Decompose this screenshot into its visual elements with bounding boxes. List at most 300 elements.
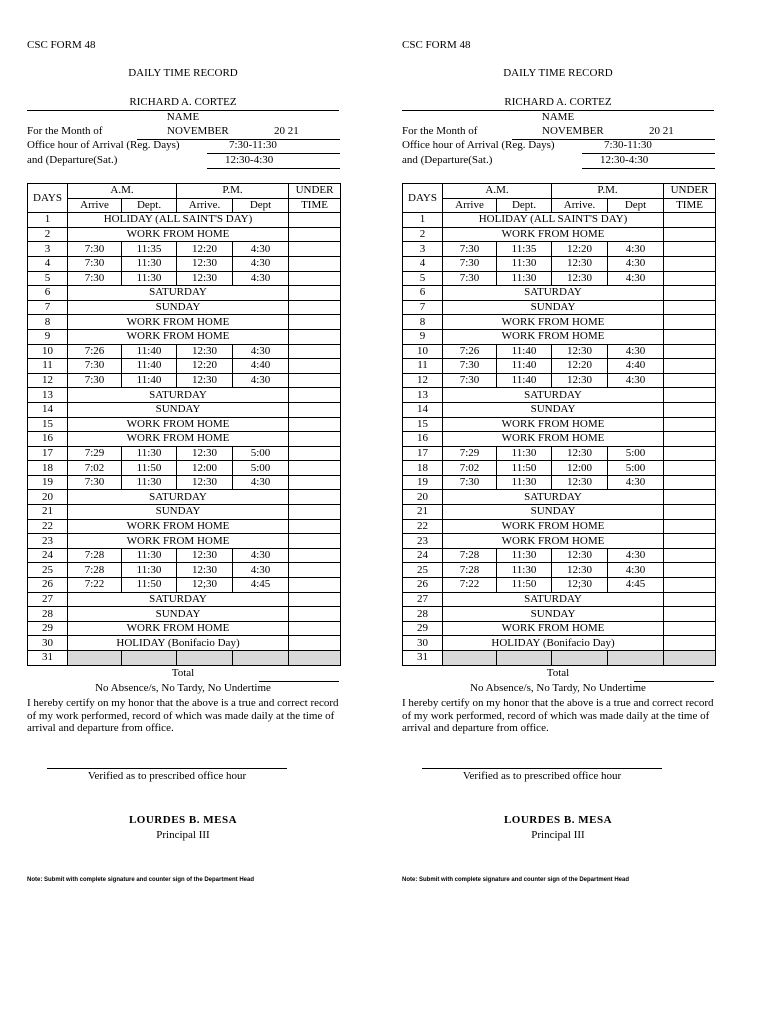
day-number: 8	[403, 315, 443, 330]
am-dept-time: 11:30	[122, 256, 177, 271]
pm-dept-time: 4:40	[608, 359, 664, 374]
table-row	[28, 461, 341, 476]
undertime-cell	[664, 490, 716, 505]
undertime-cell	[664, 242, 716, 257]
table-body	[28, 213, 341, 665]
day-number: 13	[403, 388, 443, 403]
day-remark: HOLIDAY (Bonifacio Day)	[443, 636, 664, 651]
arrival-label: Office hour of Arrival (Reg. Days)	[27, 139, 180, 151]
blank-cell	[177, 651, 233, 666]
undertime-cell	[289, 373, 341, 388]
undertime-cell	[664, 417, 716, 432]
day-remark: SUNDAY	[443, 300, 664, 315]
day-number: 3	[403, 242, 443, 257]
day-number: 10	[403, 344, 443, 359]
am-dept-time: 11:30	[497, 475, 552, 490]
certification-text: I hereby certify on my honor that the above is a true and correct record of my work performed, record of which was made daily at the time of arrival and departure from office.	[27, 697, 339, 734]
day-remark: SUNDAY	[443, 402, 664, 417]
undertime-cell	[289, 621, 341, 636]
day-number: 14	[403, 402, 443, 417]
pm-arrive-time: 12:30	[177, 475, 233, 490]
day-number: 12	[403, 373, 443, 388]
day-number: 5	[403, 271, 443, 286]
verifier-signature-line	[47, 768, 287, 769]
arrival-label: Office hour of Arrival (Reg. Days)	[402, 139, 555, 151]
table-row	[403, 344, 716, 359]
pm-arrive-time: 12:30	[177, 548, 233, 563]
day-number: 2	[28, 227, 68, 242]
undertime-cell	[664, 563, 716, 578]
table-row	[28, 417, 341, 432]
undertime-cell	[289, 286, 341, 301]
am-arrive-time: 7:26	[443, 344, 497, 359]
undertime-cell	[289, 402, 341, 417]
header-days: DAYS	[403, 184, 443, 213]
table-row	[28, 621, 341, 636]
undertime-cell	[289, 417, 341, 432]
arrival-hours: 7:30-11:30	[229, 139, 277, 151]
am-dept-time: 11:35	[497, 242, 552, 257]
table-row	[403, 519, 716, 534]
day-remark: WORK FROM HOME	[443, 417, 664, 432]
signatory-position: Principal III	[156, 829, 210, 841]
month-label: For the Month of	[402, 125, 478, 137]
day-remark: HOLIDAY (ALL SAINT'S DAY)	[443, 213, 664, 228]
day-number: 11	[403, 359, 443, 374]
time-record-table	[27, 183, 341, 666]
header-am: A.M.	[68, 184, 177, 199]
am-arrive-time: 7:28	[443, 563, 497, 578]
pm-arrive-time: 12:20	[552, 242, 608, 257]
undertime-cell	[289, 578, 341, 593]
am-dept-time: 11:30	[497, 256, 552, 271]
day-number: 26	[403, 578, 443, 593]
pm-arrive-time: 12:00	[177, 461, 233, 476]
undertime-cell	[289, 300, 341, 315]
am-dept-time: 11:40	[497, 344, 552, 359]
undertime-cell	[289, 534, 341, 549]
pm-arrive-time: 12:30	[552, 256, 608, 271]
name-label: NAME	[541, 111, 575, 123]
pm-arrive-time: 12:30	[177, 563, 233, 578]
day-number: 3	[28, 242, 68, 257]
pm-arrive-time: 12;30	[177, 578, 233, 593]
pm-arrive-time: 12:30	[177, 446, 233, 461]
header-pm-dept: Dept	[608, 198, 664, 213]
undertime-cell	[289, 592, 341, 607]
am-arrive-time: 7:28	[68, 548, 122, 563]
undertime-cell	[664, 373, 716, 388]
table-row	[28, 402, 341, 417]
table-row	[28, 388, 341, 403]
am-dept-time: 11:30	[497, 271, 552, 286]
day-remark: SATURDAY	[68, 388, 289, 403]
day-number: 24	[403, 548, 443, 563]
day-number: 16	[28, 432, 68, 447]
undertime-cell	[664, 402, 716, 417]
day-number: 13	[28, 388, 68, 403]
am-arrive-time: 7:30	[443, 242, 497, 257]
table-row	[403, 505, 716, 520]
pm-dept-time: 4:30	[233, 242, 289, 257]
header-am-arrive: Arrive	[68, 198, 122, 213]
am-arrive-time: 7:22	[68, 578, 122, 593]
day-remark: SUNDAY	[68, 607, 289, 622]
header-am-arrive: Arrive	[443, 198, 497, 213]
undertime-cell	[289, 359, 341, 374]
blank-cell	[68, 651, 122, 666]
pm-dept-time: 4:45	[233, 578, 289, 593]
undertime-cell	[664, 432, 716, 447]
day-remark: WORK FROM HOME	[68, 432, 289, 447]
table-row	[403, 271, 716, 286]
am-dept-time: 11:40	[497, 359, 552, 374]
day-remark: SATURDAY	[443, 592, 664, 607]
undertime-cell	[289, 213, 341, 228]
day-remark: SATURDAY	[443, 286, 664, 301]
table-row	[28, 242, 341, 257]
day-number: 19	[403, 475, 443, 490]
day-number: 5	[28, 271, 68, 286]
undertime-cell	[289, 227, 341, 242]
pm-dept-time: 5:00	[233, 446, 289, 461]
header-pm-arrive: Arrive.	[552, 198, 608, 213]
day-number: 31	[28, 651, 68, 666]
am-arrive-time: 7:30	[68, 373, 122, 388]
day-number: 25	[403, 563, 443, 578]
undertime-cell	[664, 344, 716, 359]
table-row	[403, 329, 716, 344]
day-number: 29	[403, 621, 443, 636]
undertime-cell	[664, 271, 716, 286]
header-am-dept: Dept.	[122, 198, 177, 213]
pm-dept-time: 4:30	[608, 344, 664, 359]
header-am-dept: Dept.	[497, 198, 552, 213]
day-number: 21	[403, 505, 443, 520]
table-row	[28, 271, 341, 286]
pm-arrive-time: 12:30	[552, 548, 608, 563]
undertime-cell	[289, 475, 341, 490]
undertime-cell	[289, 329, 341, 344]
table-row	[28, 300, 341, 315]
am-arrive-time: 7:22	[443, 578, 497, 593]
pm-arrive-time: 12:30	[552, 446, 608, 461]
header-pm: P.M.	[177, 184, 289, 199]
day-number: 27	[28, 592, 68, 607]
header-am: A.M.	[443, 184, 552, 199]
am-dept-time: 11:30	[497, 563, 552, 578]
table-row	[403, 563, 716, 578]
undertime-cell	[664, 548, 716, 563]
day-number: 28	[403, 607, 443, 622]
day-remark: WORK FROM HOME	[443, 534, 664, 549]
table-row	[403, 607, 716, 622]
table-body	[403, 213, 716, 665]
day-number: 11	[28, 359, 68, 374]
pm-arrive-time: 12:20	[552, 359, 608, 374]
day-number: 25	[28, 563, 68, 578]
pm-arrive-time: 12:30	[552, 344, 608, 359]
day-remark: SUNDAY	[68, 402, 289, 417]
day-number: 17	[403, 446, 443, 461]
day-number: 20	[28, 490, 68, 505]
table-row	[403, 621, 716, 636]
day-number: 18	[28, 461, 68, 476]
day-number: 23	[403, 534, 443, 549]
day-number: 7	[403, 300, 443, 315]
am-dept-time: 11:50	[497, 578, 552, 593]
blank-cell	[664, 651, 716, 666]
pm-dept-time: 4:40	[233, 359, 289, 374]
pm-dept-time: 5:00	[233, 461, 289, 476]
blank-cell	[289, 651, 341, 666]
day-remark: SUNDAY	[68, 505, 289, 520]
submission-note: Note: Submit with complete signature and counter sign of the Department Head	[27, 877, 255, 883]
am-dept-time: 11:30	[122, 475, 177, 490]
pm-dept-time: 4:30	[608, 548, 664, 563]
pm-dept-time: 4:30	[608, 271, 664, 286]
month-value: NOVEMBER	[167, 125, 229, 137]
day-number: 20	[403, 490, 443, 505]
day-number: 7	[28, 300, 68, 315]
pm-dept-time: 4:30	[233, 271, 289, 286]
month-label: For the Month of	[27, 125, 103, 137]
undertime-cell	[289, 563, 341, 578]
undertime-cell	[289, 315, 341, 330]
table-row	[403, 417, 716, 432]
header-under: UNDER	[289, 184, 341, 199]
name-label: NAME	[166, 111, 200, 123]
day-number: 16	[403, 432, 443, 447]
am-dept-time: 11:50	[122, 461, 177, 476]
pm-arrive-time: 12:30	[177, 344, 233, 359]
header-time: TIME	[289, 198, 341, 213]
table-row	[403, 651, 716, 666]
am-arrive-time: 7:30	[443, 271, 497, 286]
dtr-form-right	[402, 0, 722, 1024]
departure-hours: 12:30-4:30	[225, 154, 274, 166]
table-row	[28, 256, 341, 271]
year-value: 20 21	[274, 125, 299, 137]
am-arrive-time: 7:02	[443, 461, 497, 476]
departure-underline	[582, 168, 715, 169]
undertime-cell	[289, 446, 341, 461]
departure-underline	[207, 168, 340, 169]
total-label: Total	[546, 667, 570, 679]
table-row	[403, 402, 716, 417]
pm-dept-time: 4:45	[608, 578, 664, 593]
pm-dept-time: 4:30	[608, 373, 664, 388]
undertime-cell	[289, 519, 341, 534]
table-row	[28, 505, 341, 520]
day-number: 30	[28, 636, 68, 651]
am-dept-time: 11:40	[497, 373, 552, 388]
day-number: 29	[28, 621, 68, 636]
table-row	[28, 359, 341, 374]
table-row	[403, 227, 716, 242]
undertime-cell	[664, 621, 716, 636]
day-remark: WORK FROM HOME	[68, 315, 289, 330]
day-remark: WORK FROM HOME	[68, 534, 289, 549]
blank-cell	[443, 651, 497, 666]
day-number: 10	[28, 344, 68, 359]
table-row	[403, 242, 716, 257]
signatory-name: LOURDES B. MESA	[128, 814, 238, 826]
day-number: 17	[28, 446, 68, 461]
undertime-cell	[664, 461, 716, 476]
pm-dept-time: 4:30	[233, 344, 289, 359]
departure-label: and (Departure(Sat.)	[402, 154, 493, 166]
table-row	[403, 213, 716, 228]
verified-label: Verified as to prescribed office hour	[462, 770, 622, 782]
undertime-cell	[664, 592, 716, 607]
month-value: NOVEMBER	[542, 125, 604, 137]
verifier-signature-line	[422, 768, 662, 769]
am-dept-time: 11:30	[122, 271, 177, 286]
day-number: 23	[28, 534, 68, 549]
verified-label: Verified as to prescribed office hour	[87, 770, 247, 782]
table-row	[403, 636, 716, 651]
blank-cell	[552, 651, 608, 666]
am-dept-time: 11:30	[122, 563, 177, 578]
day-number: 15	[28, 417, 68, 432]
pm-arrive-time: 12:30	[177, 256, 233, 271]
day-remark: SATURDAY	[68, 490, 289, 505]
day-remark: HOLIDAY (ALL SAINT'S DAY)	[68, 213, 289, 228]
day-remark: WORK FROM HOME	[68, 227, 289, 242]
pm-dept-time: 4:30	[608, 256, 664, 271]
undertime-cell	[664, 578, 716, 593]
day-remark: SUNDAY	[443, 505, 664, 520]
table-row	[28, 286, 341, 301]
day-number: 15	[403, 417, 443, 432]
pm-dept-time: 4:30	[233, 475, 289, 490]
am-arrive-time: 7:26	[68, 344, 122, 359]
am-dept-time: 11:40	[122, 359, 177, 374]
table-row	[403, 432, 716, 447]
table-row	[403, 315, 716, 330]
undertime-cell	[664, 534, 716, 549]
table-row	[403, 548, 716, 563]
undertime-cell	[664, 286, 716, 301]
table-row	[403, 373, 716, 388]
am-arrive-time: 7:30	[68, 256, 122, 271]
day-remark: SATURDAY	[68, 286, 289, 301]
day-number: 21	[28, 505, 68, 520]
day-number: 9	[403, 329, 443, 344]
day-number: 14	[28, 402, 68, 417]
table-row	[403, 359, 716, 374]
am-arrive-time: 7:28	[443, 548, 497, 563]
pm-arrive-time: 12;30	[552, 578, 608, 593]
table-row	[403, 475, 716, 490]
table-row	[403, 300, 716, 315]
day-number: 28	[28, 607, 68, 622]
header-pm: P.M.	[552, 184, 664, 199]
table-row	[28, 636, 341, 651]
day-remark: WORK FROM HOME	[68, 519, 289, 534]
pm-arrive-time: 12:20	[177, 242, 233, 257]
employee-name: RICHARD A. CORTEZ	[129, 96, 237, 108]
day-number: 22	[403, 519, 443, 534]
pm-dept-time: 5:00	[608, 461, 664, 476]
day-number: 9	[28, 329, 68, 344]
day-remark: WORK FROM HOME	[443, 329, 664, 344]
day-number: 18	[403, 461, 443, 476]
am-arrive-time: 7:30	[68, 359, 122, 374]
undertime-cell	[664, 300, 716, 315]
am-dept-time: 11:40	[122, 344, 177, 359]
form-title: DAILY TIME RECORD	[503, 67, 613, 79]
undertime-cell	[289, 548, 341, 563]
table-row	[28, 446, 341, 461]
table-row	[28, 490, 341, 505]
am-arrive-time: 7:30	[443, 256, 497, 271]
day-number: 6	[403, 286, 443, 301]
day-number: 26	[28, 578, 68, 593]
day-number: 1	[28, 213, 68, 228]
submission-note: Note: Submit with complete signature and counter sign of the Department Head	[402, 877, 630, 883]
pm-arrive-time: 12:30	[552, 563, 608, 578]
dtr-form-left	[27, 0, 347, 1024]
day-number: 4	[28, 256, 68, 271]
table-row	[403, 490, 716, 505]
am-dept-time: 11:50	[497, 461, 552, 476]
table-row	[28, 607, 341, 622]
day-remark: SATURDAY	[443, 388, 664, 403]
table-row	[28, 213, 341, 228]
day-number: 8	[28, 315, 68, 330]
pm-dept-time: 4:30	[608, 242, 664, 257]
am-arrive-time: 7:30	[68, 475, 122, 490]
day-remark: SATURDAY	[68, 592, 289, 607]
pm-arrive-time: 12:30	[177, 271, 233, 286]
signatory-name: LOURDES B. MESA	[503, 814, 613, 826]
day-number: 12	[28, 373, 68, 388]
am-arrive-time: 7:29	[68, 446, 122, 461]
certification-text: I hereby certify on my honor that the above is a true and correct record of my work performed, record of which was made daily at the time of arrival and departure from office.	[402, 697, 714, 734]
undertime-cell	[664, 519, 716, 534]
table-row	[403, 592, 716, 607]
day-remark: WORK FROM HOME	[443, 519, 664, 534]
day-number: 22	[28, 519, 68, 534]
undertime-cell	[289, 490, 341, 505]
undertime-cell	[289, 242, 341, 257]
blank-cell	[608, 651, 664, 666]
undertime-cell	[289, 256, 341, 271]
day-number: 6	[28, 286, 68, 301]
day-remark: WORK FROM HOME	[68, 329, 289, 344]
undertime-cell	[289, 344, 341, 359]
pm-arrive-time: 12:20	[177, 359, 233, 374]
day-remark: SUNDAY	[68, 300, 289, 315]
form-code: CSC FORM 48	[402, 39, 471, 51]
header-pm-arrive: Arrive.	[177, 198, 233, 213]
day-remark: WORK FROM HOME	[443, 432, 664, 447]
undertime-cell	[289, 505, 341, 520]
undertime-cell	[289, 461, 341, 476]
table-row	[28, 432, 341, 447]
table-row	[403, 446, 716, 461]
table-row	[403, 461, 716, 476]
table-row	[28, 578, 341, 593]
undertime-cell	[664, 388, 716, 403]
table-row	[403, 578, 716, 593]
blank-cell	[497, 651, 552, 666]
am-arrive-time: 7:29	[443, 446, 497, 461]
am-dept-time: 11:30	[122, 548, 177, 563]
pm-arrive-time: 12:30	[552, 475, 608, 490]
